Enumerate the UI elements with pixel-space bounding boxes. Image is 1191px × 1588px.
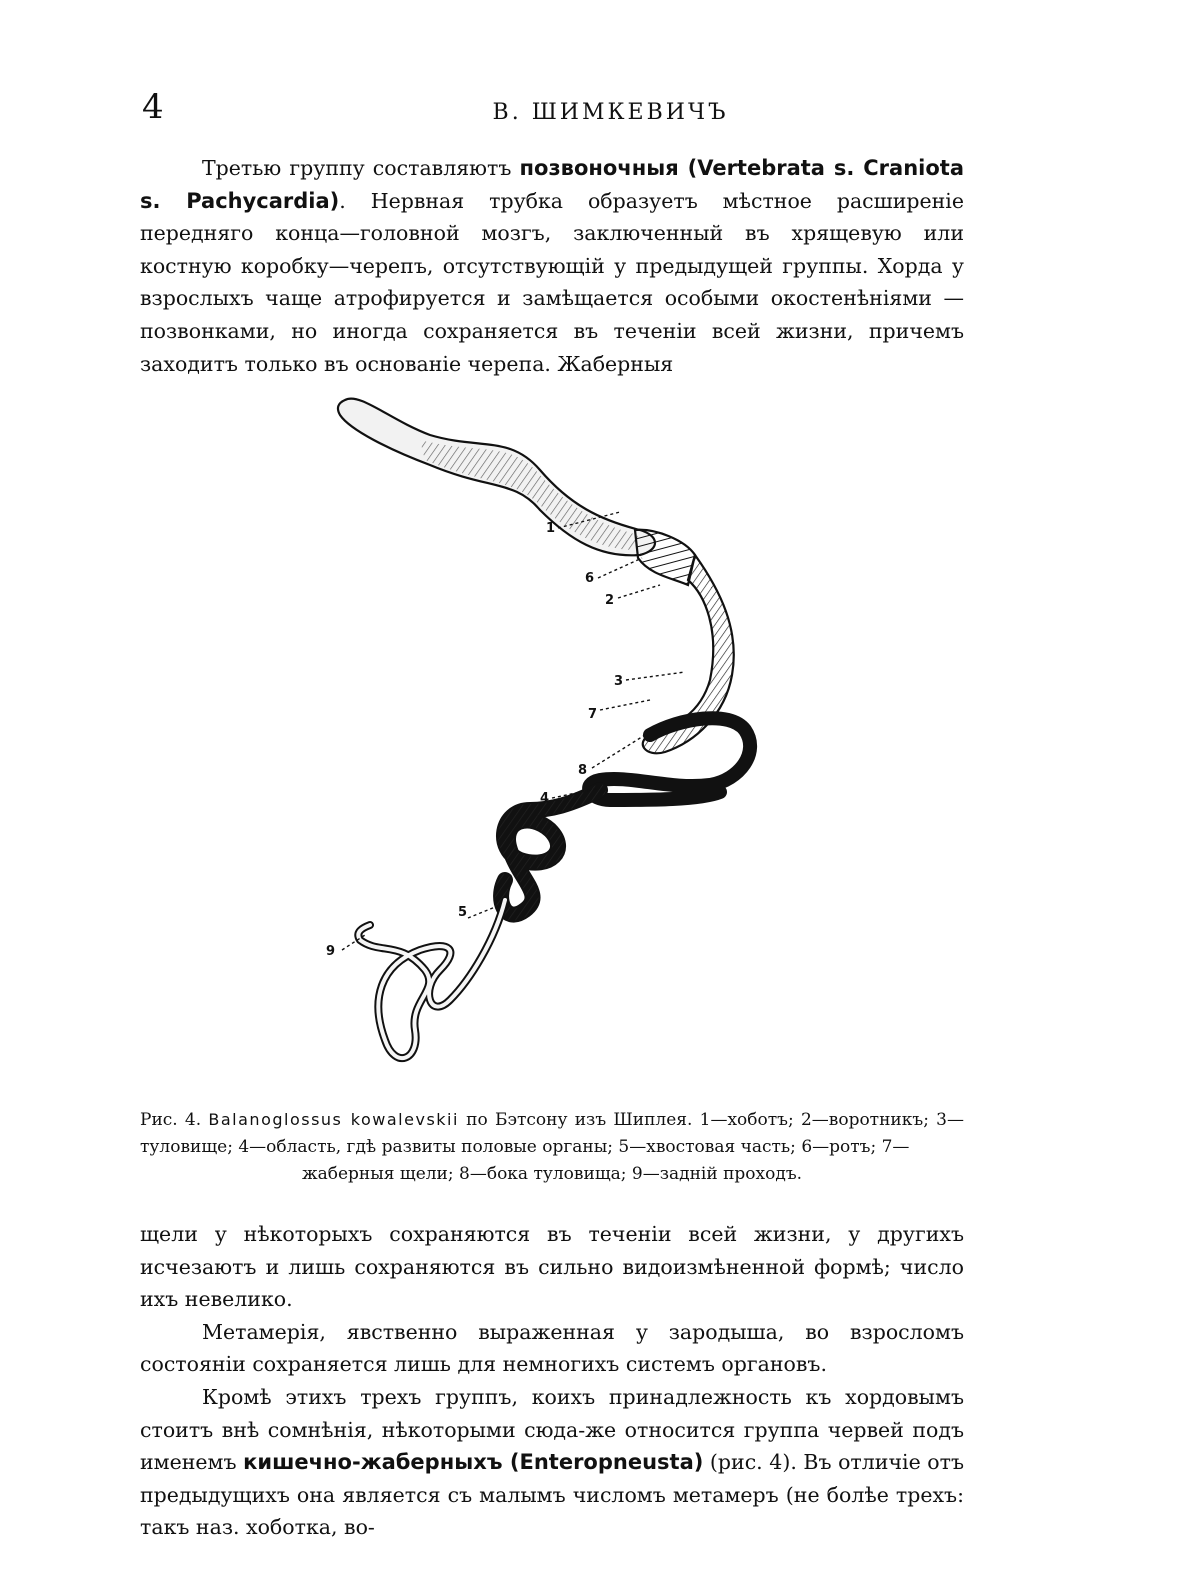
label-6: 6 (585, 571, 595, 586)
caption-line2: 3—туловище; 4—область, гдѣ развиты половые органы; 5—хвостовая часть; 6—ротъ; 7— (140, 1110, 964, 1157)
paragraph-text: Кромѣ этихъ трехъ группъ, коихъ принадлежность къ хордовымъ стоитъ внѣ сомнѣнія, нѣкоторыми сюда-же относится группа червей подъ именемъ (140, 1384, 964, 1475)
figure-balanoglossus (300, 380, 780, 1100)
top-text-block (140, 152, 964, 380)
bottom-text-block (140, 1218, 964, 1544)
bold-term-enteropneusta: кишечно-жаберныхъ (Enteropneusta) (243, 1450, 704, 1475)
caption-line3: жаберныя щели; 8—бока туловища; 9—задній проходъ. (301, 1164, 803, 1184)
label-9: 9 (326, 944, 336, 959)
paragraph-text: Третью группу составляютъ (202, 156, 520, 180)
label-2: 2 (605, 593, 615, 608)
paragraph-vertebrata (140, 152, 964, 380)
balanoglossus-illustration (300, 380, 780, 1100)
caption-line1: по Бэтсону изъ Шиплея. 1—хоботъ; 2—воротникъ; (458, 1110, 929, 1130)
bold-term-vertebrata: позвоночныя (Vertebrata s. Craniota s. Pachycardia) (140, 156, 964, 213)
collar-shape (635, 530, 695, 585)
label-8: 8 (578, 763, 588, 778)
label-1: 1 (546, 521, 556, 536)
leader-lines (342, 512, 685, 950)
paragraph-enteropneusta (140, 1381, 964, 1544)
caption-species: Balanoglossus kowalevskii (208, 1110, 459, 1129)
label-7: 7 (588, 707, 598, 722)
paragraph-metamery: Метамерія, явственно выраженная у зародыша, во взросломъ состояніи сохраняется лишь для немногихъ системъ органовъ. (140, 1319, 964, 1377)
caption-prefix: Рис. 4. (140, 1110, 209, 1130)
label-3: 3 (614, 674, 624, 689)
paragraph-text: . Нервная трубка образуетъ мѣстное расширеніе передняго конца—головной мозгъ, заключенный въ хрящевую или костную коробку—черепъ, отсутствующій у предыдущей группы. Хорда у взрослыхъ чаще атрофируется и замѣщается особыми окостенѣніями — позвонками, но иногда сохраняется въ теченіи всей жизни, причемъ заходитъ только въ основаніе черепа. Жаберныя (140, 188, 964, 376)
paragraph-gill-slits: щели у нѣкоторыхъ сохраняются въ теченіи всей жизни, у другихъ исчезаютъ и лишь сохраняются въ сильно видоизмѣненной формѣ; число ихъ невелико. (140, 1222, 964, 1312)
figure-caption (140, 1106, 964, 1188)
gill-region-fill (589, 718, 750, 800)
label-5: 5 (458, 905, 468, 920)
label-4: 4 (540, 791, 550, 806)
paragraph-text: (рис. 4). Въ отличіе отъ предыдущихъ она является съ малымъ числомъ метамеръ (не болѣе трехъ: такъ наз. хоботка, во- (140, 1450, 964, 1540)
proboscis-texture (420, 440, 638, 550)
genital-region-fill (501, 790, 600, 915)
page-number: 4 (142, 87, 164, 127)
running-head: В. ШИМКЕВИЧЪ (492, 100, 729, 125)
